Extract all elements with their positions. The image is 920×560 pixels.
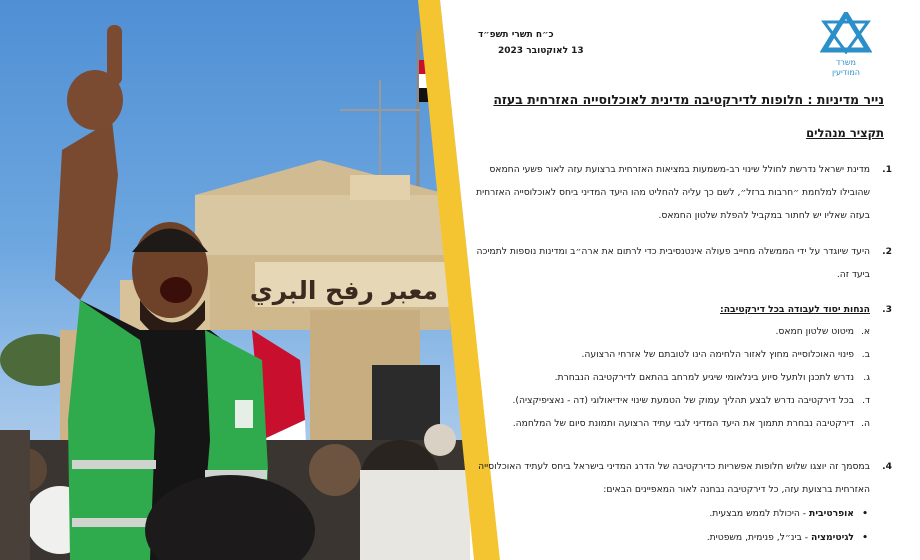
criteria-term: לגיטימציה <box>811 532 854 543</box>
ministry-logo-text-line1: משרד <box>836 58 856 67</box>
paragraph-4 <box>468 455 892 501</box>
paragraph-2-text: היעד שיוגדר על ידי הממשלה מחייב פעולה אינטנסיבית כדי לרתום את ארה״ב ומדינות נוספות לתמיכה ביעד זה. <box>476 246 870 280</box>
criteria-text: - היכולת לממש מבצעית. <box>709 508 807 519</box>
paragraph-3-heading-text: הנחות יסוד לעבודה בכל דירקטיבה: <box>720 304 870 315</box>
rafah-crossing-gate-sign: معبر رفح البري <box>249 276 438 305</box>
list-item-letter: ג. <box>863 372 870 383</box>
paragraph-1-number: 1. <box>882 164 892 175</box>
paragraph-4-number: 4. <box>882 461 892 472</box>
gregorian-date: 13 לאוקטובר 2023 <box>498 46 584 56</box>
list-item-text: בכל דירקטיבה נדרש לבצע תהליך עמוק של הטמעת שינוי אידיאולוגי (דה - נאציפיקציה). <box>512 395 854 406</box>
bullet-dot-icon: • <box>862 508 868 519</box>
paragraph-3-number: 3. <box>882 304 892 315</box>
hebrew-date: כ״ח תשרי תשפ״ד <box>478 30 554 40</box>
bullet-dot-icon: • <box>862 532 868 543</box>
list-item <box>470 349 870 360</box>
criteria-bullet <box>709 508 868 519</box>
list-item-letter: ה. <box>861 418 870 429</box>
list-item <box>470 372 870 383</box>
criteria-bullet <box>707 532 868 543</box>
criteria-text: - בינ״ל, פנימית, משפטית. <box>706 532 809 543</box>
paragraph-2-number: 2. <box>882 246 892 257</box>
list-item-letter: א. <box>860 326 870 337</box>
document-subtitle: תקציר מנהלים <box>806 126 884 140</box>
list-item <box>470 395 870 406</box>
list-item-text: פינוי האוכלוסייה מחוץ לאזור הלחימה הינו לטובתם של אזרחי הרצועה. <box>581 349 854 360</box>
list-item-text: נדרש לתכנן ולתעל סיוע בינלאומי שיגיע למרחב בהתאם לדירקטיבה הנבחרת. <box>554 372 854 383</box>
paragraph-1-text: מדינת ישראל נדרשת לחולל שינוי רב-משמעות במציאות האזרחית ברצועת עזה לאור פשעי החמאס שהובילו למלחמת ״חרבות ברזל״, לשם כך עליה להחליט מהו היעד המדיני ביחס לאוכלוסייה האזרחית בעזה שאליו יש לחתור במקביל להפלת שלטון החמאס. <box>476 164 870 221</box>
document-title: נייר מדיניות : חלופות לדירקטיבה מדינית לאוכלוסייה האזרחית בעזה <box>493 92 884 107</box>
star-of-david-icon <box>820 12 872 54</box>
list-item-letter: ב. <box>861 349 870 360</box>
ministry-logo <box>816 12 876 78</box>
ministry-logo-text-line2: המודיעין <box>832 68 860 77</box>
paragraph-3-heading <box>468 298 892 321</box>
list-item-text: דירקטיבה נבחרת תתמוך את היעד המדיני לגבי עתיד הרצועה ותמונת סיום של המלחמה. <box>512 418 854 429</box>
list-item <box>470 418 870 429</box>
policy-document <box>446 0 920 560</box>
criteria-term: אופרטיבית <box>809 508 854 519</box>
list-item-text: מיטוט שלטון חמאס. <box>775 326 854 337</box>
list-item <box>470 326 870 337</box>
paragraph-1 <box>468 158 892 227</box>
list-item-letter: ד. <box>862 395 870 406</box>
paragraph-2 <box>468 240 892 286</box>
paragraph-4-text: במסמך זה יוצגו שלוש חלופות אפשריות כדירקטיבה של הדרג המדיני בישראל ביחס לעתיד האוכלוסייה האזרחית ברצועת עזה, כל דירקטיבה נבחנה לאור המאפיינים הבאים: <box>478 461 870 495</box>
